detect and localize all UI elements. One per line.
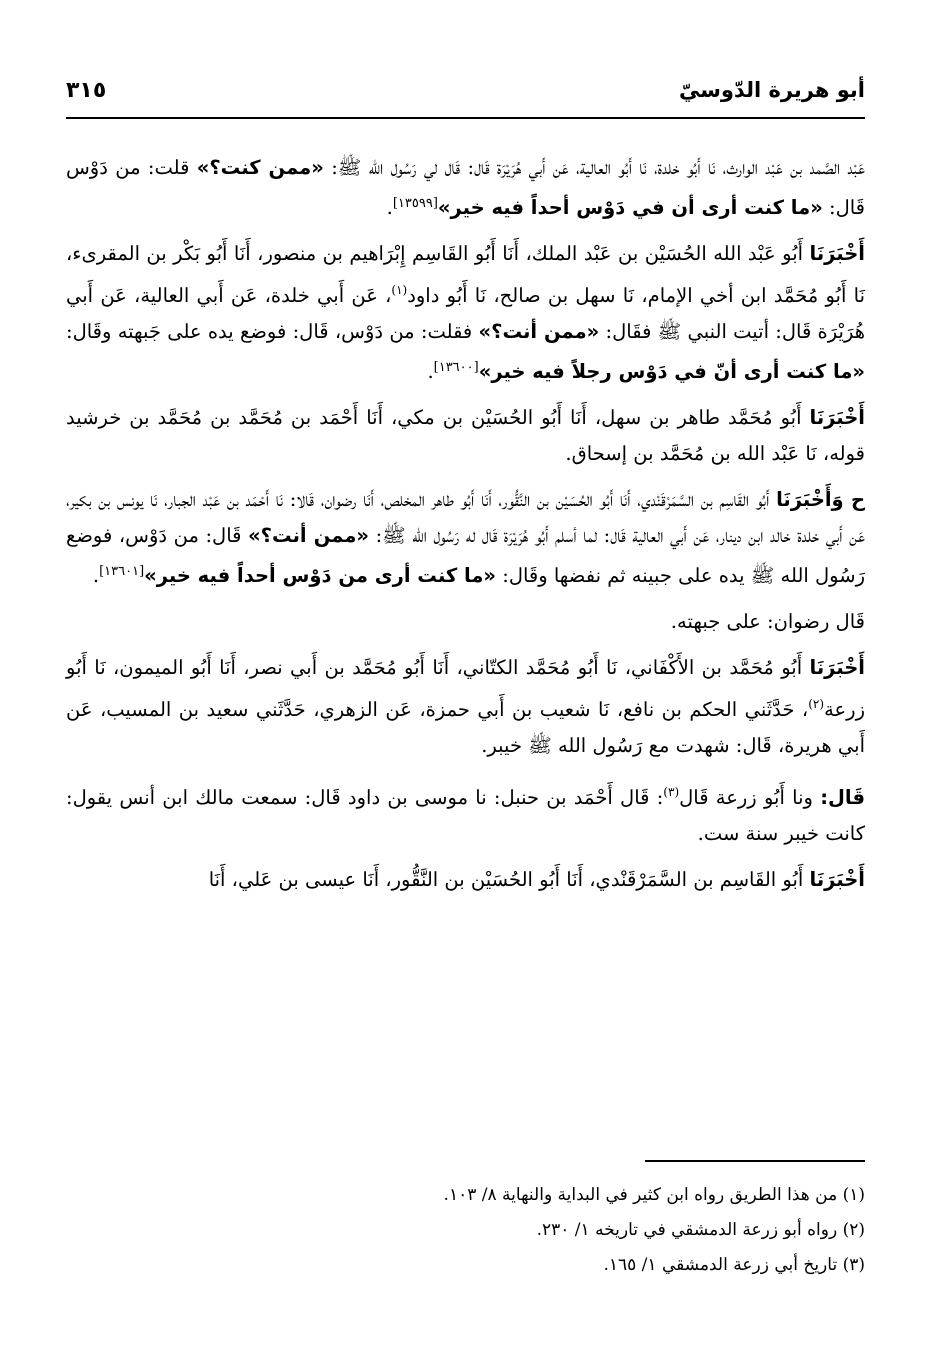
quote: «ممن كنت؟»	[196, 156, 324, 179]
paragraph-1	[66, 150, 865, 226]
page-body	[66, 150, 865, 908]
text: أَبُو مُحَمَّد طاهر بن سهل، أَنَا أَبُو الحُسَيْن بن مكي، أَنَا أَحْمَد بن مُحَمَّد بن مُحَمَّد بن خرشيد قوله، نَا عَبْد الله بن مُحَمَّد بن إسحاق.	[66, 406, 865, 465]
footnote-2: (٢) رواه أبو زرعة الدمشقي في تاريخه ١/ ٢٣٠.	[536, 1220, 865, 1240]
text: أَبُو مُحَمَّد بن الأَكْفَاني، نَا أَبُو مُحَمَّد الكتّاني، أَنَا أَبُو مُحَمَّد بن أَبي نصر، أَنَا أَبُو الميمون، نَا أَبُو زرعة	[66, 656, 865, 721]
hadith-quote: «ما كنت أرى أنّ في دَوْس رجلاً فيه خير»	[478, 360, 865, 383]
text: فقلت: من دَوْس، قَال: فوضع يده على جَبهته وقَال:	[66, 320, 479, 343]
paragraph-5	[66, 604, 865, 640]
page-header	[66, 78, 865, 118]
paragraph-6	[66, 650, 865, 764]
lead-word: أَخْبَرَنَا	[809, 406, 865, 429]
page-number: ٣١٥	[66, 78, 107, 103]
hadith-number: [١٣٦٠٠]	[433, 360, 479, 375]
header-rule	[66, 117, 865, 119]
footnote-marker: (٣)	[663, 785, 680, 799]
text: ، عَن أَبي خلدة، عَن أَبي العالية، عَن أَبي هُرَيْرَة قَال: أتيت النبي ﷺ فقَال:	[66, 284, 865, 343]
quote: «ممن أنت؟»	[248, 524, 370, 547]
text: قَال: من دَوْس، فوضع رَسُول الله ﷺ يده على جبينه ثم نفضها وقَال:	[66, 524, 865, 587]
paragraph-3	[66, 400, 865, 472]
text: أَبُو عَبْد الله الحُسَيْن بن عَبْد الملك، أَنَا أَبُو القَاسِم إِبْرَاهيم بن منصور، أَنَا أَبُو بَكْر بن المقرىء، نَا أَبُو مُحَمَّد ابن أخي الإمام، نَا سهل بن صالح، نَا أَبُو داود	[66, 242, 865, 307]
text: ، حَدَّثَني الحكم بن نافع، نَا شعيب بن أَبي حمزة، عَن الزهري، حَدَّثَني سعيد بن المسيب، عَن أَبي هريرة، قَال: شهدت مع رَسُول الله ﷺ خيبر.	[66, 698, 865, 757]
hadith-quote: «ما كنت أرى أن في دَوْس أحداً فيه خير»	[437, 196, 823, 219]
text: .	[386, 196, 393, 219]
text: قلت: من دَوْس قَال:	[66, 156, 865, 219]
lead-word: قَال:	[820, 786, 865, 809]
lead-word: أَخْبَرَنَا	[809, 656, 865, 679]
text: أَبُو القَاسِم بن السَّمَرْقَنْدي، أَنَا أَبُو الحُسَيْن بن النَّقُّور، أَنَا أَبُو طاهر المخلص، أَنَا رضوان، قَالا: نَا أَحْمَد بن عَبْد الجبار، نَا يونس بن بكير، عَن أَبي خلدة خالد ابن دينار، عَن أَبي العالية قَال: لما أسلم أَبُو هُرَيْرَة قَال له رَسُول الله ﷺ:	[66, 488, 865, 547]
text: قَال رضوان: على جبهته.	[670, 610, 865, 633]
lead-word: أَخْبَرَنَا	[809, 868, 865, 891]
hadith-number: [١٣٥٩٩]	[392, 196, 438, 211]
lead-word: أَخْبَرَنَا	[809, 242, 865, 265]
text: ونا أَبُو زرعة قَال	[679, 786, 821, 809]
footnotes	[66, 1178, 865, 1283]
paragraph-7	[66, 774, 865, 852]
text: .	[92, 564, 100, 587]
text: أَبُو القَاسِم بن السَّمَرْقَنْدي، أَنَا أَبُو الحُسَيْن بن النَّقُّور، أَنَا عيسى بن عَلي، أَنَا	[208, 868, 810, 891]
footnote-1: (١) من هذا الطريق رواه ابن كثير في البداية والنهاية ٨/ ١٠٣.	[443, 1185, 865, 1205]
paragraph-8	[66, 862, 865, 898]
footnote-marker: (٢)	[808, 697, 825, 711]
footnote-3: (٣) تاريخ أبي زرعة الدمشقي ١/ ١٦٥.	[603, 1255, 865, 1275]
quote: «ممن أنت؟»	[478, 320, 600, 343]
text: عَبْد الصَّمد بن عَبْد الوارث، نَا أَبُو خلدة، نَا أَبُو العالية، عَن أَبي هُرَيْرَة قَال: قَال لي رَسُول الله ﷺ:	[323, 156, 865, 179]
hadith-quote: «ما كنت أرى من دَوْس أحداً فيه خير»	[144, 564, 497, 587]
lead-word: ح وَأَخْبَرَنَا	[776, 488, 866, 511]
paragraph-2	[66, 236, 865, 390]
hadith-number: [١٣٦٠١]	[99, 564, 145, 579]
text: : قَال أَحْمَد بن حنبل: نا موسى بن داود قَال: سمعت مالك ابن أنس يقول: كانت خيبر سنة ست.	[66, 786, 865, 845]
paragraph-4	[66, 482, 865, 594]
text: .	[427, 360, 434, 383]
running-title: أبو هريرة الدّوسيّ	[678, 78, 865, 102]
footnote-rule	[645, 1160, 865, 1162]
footnote-marker: (١)	[391, 283, 408, 297]
